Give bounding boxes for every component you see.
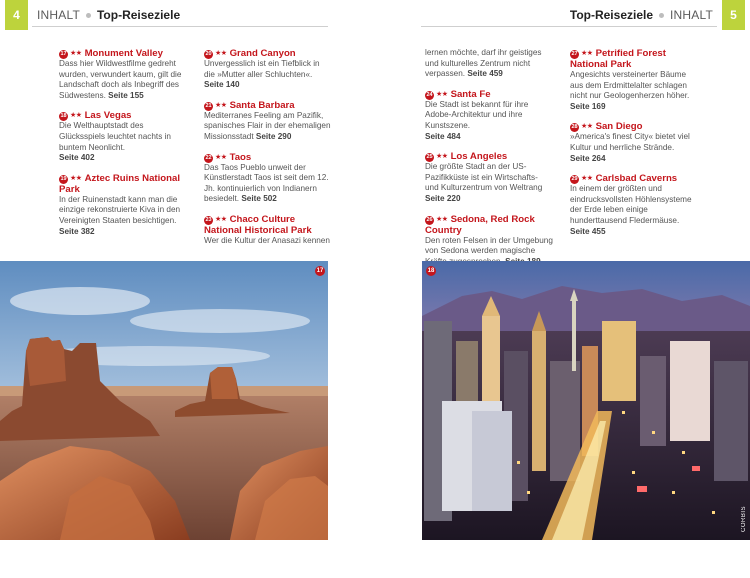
entry-number-badge: 24 <box>426 91 433 98</box>
list-item <box>204 214 332 247</box>
left-header-rule <box>32 26 328 27</box>
entry-title-text: Santa Barbara <box>229 99 295 111</box>
entry-title-text: Sedona, Red Rock Country <box>425 213 535 236</box>
right-page-number: 5 <box>722 0 745 30</box>
star-rating-icon: ★★ <box>70 112 82 120</box>
entry-number-badge: 17 <box>60 51 67 57</box>
entry-description: »America's finest City« bietet viel Kultur und herrliche Strände. <box>570 132 690 152</box>
entry-title-text: Grand Canyon <box>229 48 296 59</box>
entry-text <box>59 195 187 237</box>
right-page-header <box>570 6 713 24</box>
list-item <box>204 48 332 91</box>
list-item <box>425 214 553 268</box>
entry-description: Die Welthauptstadt des Glücksspiels leuchtet nachts in buntem Neonlicht. <box>59 121 171 152</box>
photo-number-badge: 17 <box>316 268 324 274</box>
entry-title <box>59 48 187 59</box>
entry-title <box>204 152 332 163</box>
entry-description: Die Stadt ist bekannt für ihre Adobe-Architektur und ihre Kunstszene. <box>425 99 529 130</box>
left-page-number: 4 <box>5 0 28 30</box>
entry-page-ref: Seite 169 <box>570 101 606 111</box>
entry-text <box>59 121 187 163</box>
star-rating-icon: ★★ <box>215 101 227 109</box>
entry-title-text: Chaco Culture National Historical Park <box>204 213 312 236</box>
entry-description: Dass hier Wildwestfilme gedreht wurden, verwundert kaum, gilt die Landschaft doch als Inbegriff des Südwestens. <box>59 59 182 100</box>
entry-text <box>59 59 187 101</box>
entry-title-text: Aztec Ruins National Park <box>59 172 180 195</box>
entry-number-badge: 22 <box>205 154 212 161</box>
header-section-title: Top-Reiseziele <box>96 8 181 22</box>
entry-title <box>59 173 187 195</box>
left-page-header <box>37 6 180 24</box>
entry-title <box>570 173 698 184</box>
entry-title-text: Monument Valley <box>84 48 163 59</box>
entry-title-text: Los Angeles <box>450 151 508 163</box>
entry-description: Das Taos Pueblo unweit der Künstlerstadt Taos ist seit dem 12. Jh. kontinuierlich von Indianern besiedelt. <box>204 162 329 204</box>
entry-title <box>425 214 553 236</box>
list-item <box>570 173 698 237</box>
entry-page-ref: Seite 140 <box>204 80 240 90</box>
star-rating-icon: ★★ <box>436 90 448 98</box>
entry-number-badge: 19 <box>60 175 67 182</box>
entry-text <box>425 162 553 204</box>
entry-title <box>425 89 553 100</box>
column-2 <box>204 48 332 256</box>
star-rating-icon: ★★ <box>70 50 82 57</box>
photo-credit: CORBIS <box>741 505 747 532</box>
entry-title-text: Carlsbad Caverns <box>595 173 678 185</box>
entry-page-ref: Seite 455 <box>570 226 606 236</box>
entry-number-badge: 28 <box>571 124 578 131</box>
entry-page-ref: Seite 484 <box>425 131 461 141</box>
entry-page-ref: Seite 402 <box>59 153 95 163</box>
entry-title-text: Taos <box>229 151 252 163</box>
list-item-continuation <box>425 48 553 80</box>
entry-title <box>570 121 698 132</box>
entry-number-badge: 21 <box>205 102 212 109</box>
entry-text <box>570 132 698 164</box>
entry-page-ref: Seite 290 <box>255 131 292 141</box>
las-vegas-photo <box>422 261 750 540</box>
entry-title-text: San Diego <box>595 121 643 133</box>
entry-title-text: Santa Fe <box>450 88 491 100</box>
list-item <box>570 48 698 112</box>
entry-title <box>204 48 332 59</box>
entry-text <box>204 111 332 143</box>
star-rating-icon: ★★ <box>215 215 227 223</box>
list-item <box>425 151 553 204</box>
entry-text <box>204 163 332 205</box>
header-inhalt-label-right: INHALT <box>670 8 713 22</box>
star-rating-icon: ★★ <box>581 175 593 183</box>
header-section-title-right: Top-Reiseziele <box>569 8 654 22</box>
list-item <box>204 100 332 143</box>
header-separator-dot-icon <box>659 13 664 18</box>
entry-description: In einem der größten und eindrucksvollsten Höhlensysteme der Erde leben einige hunderttausend Fledermäuse. <box>570 184 692 225</box>
column-4 <box>570 48 698 246</box>
list-item <box>59 110 187 163</box>
column-3 <box>425 48 553 276</box>
entry-text <box>425 100 553 142</box>
entry-page-ref: Seite 220 <box>425 193 461 203</box>
star-rating-icon: ★★ <box>581 123 593 131</box>
star-rating-icon: ★★ <box>581 50 593 57</box>
entry-title <box>204 100 332 111</box>
entry-number-badge: 25 <box>426 154 433 161</box>
entry-title-text: Petrified Forest National Park <box>570 48 666 70</box>
entry-text <box>570 70 698 112</box>
entry-description: Mediterranes Feeling am Pazifik, spanisches Flair in der ehemaligen Missionsstadt <box>204 110 331 141</box>
entry-number-badge: 18 <box>60 113 67 120</box>
entry-number-badge: 20 <box>205 51 212 57</box>
right-header-rule <box>421 26 717 27</box>
entry-title <box>204 214 332 236</box>
entry-description: Die größte Stadt an der US-Pazifikküste ist ein Wirtschafts- und Kulturzentrum von Weltrang <box>425 162 543 193</box>
list-item <box>425 89 553 142</box>
entry-description: Den roten Felsen in der Umgebung von Sedona werden magische <box>425 235 553 256</box>
entry-text <box>425 48 553 80</box>
entry-number-badge: 27 <box>571 51 578 57</box>
entry-page-ref: Seite 382 <box>59 226 95 236</box>
entry-page-ref: Seite 502 <box>241 194 277 204</box>
header-separator-dot-icon <box>86 13 91 18</box>
list-item <box>204 152 332 205</box>
star-rating-icon: ★★ <box>215 153 227 161</box>
entry-title <box>59 110 187 121</box>
photo-number-badge: 18 <box>427 268 435 274</box>
list-item <box>59 48 187 101</box>
entry-number-badge: 26 <box>426 216 433 223</box>
entry-number-badge: 23 <box>205 216 212 223</box>
entry-description: Unvergesslich ist ein Tiefblick in die »Mutter aller Schluchten«. <box>204 59 320 79</box>
entry-title-text: Las Vegas <box>84 110 132 122</box>
entry-text <box>204 59 332 91</box>
column-1 <box>59 48 187 246</box>
entry-number-badge: 29 <box>571 176 578 183</box>
list-item <box>59 173 187 237</box>
entry-description: lernen möchte, darf ihr geistiges und kulturelles Zentrum nicht verpassen. <box>425 48 542 79</box>
monument-valley-illustration <box>0 261 328 540</box>
star-rating-icon: ★★ <box>215 50 227 57</box>
monument-valley-photo <box>0 261 328 540</box>
entry-text <box>204 236 332 247</box>
entry-page-ref: Seite 459 <box>467 69 503 79</box>
entry-title <box>570 48 698 70</box>
entry-description: Angesichts versteinerter Bäume aus dem Erdmittelalter schlagen nicht nur Geologenherzen höher. <box>570 70 690 101</box>
entry-page-ref: Seite 155 <box>108 90 144 100</box>
star-rating-icon: ★★ <box>436 153 448 161</box>
entry-title <box>425 151 553 162</box>
las-vegas-illustration <box>422 261 750 540</box>
list-item <box>570 121 698 164</box>
entry-text <box>570 184 698 237</box>
star-rating-icon: ★★ <box>70 174 82 182</box>
entry-description: Wer die Kultur der Anasazi kennen <box>204 235 330 245</box>
star-rating-icon: ★★ <box>436 215 448 223</box>
entry-page-ref: Seite 264 <box>570 153 606 163</box>
header-inhalt-label: INHALT <box>37 8 80 22</box>
entry-description: In der Ruinenstadt kann man die einzige rekonstruierte Kiva in den Vereinigten Staaten besichtigen. <box>59 194 181 225</box>
